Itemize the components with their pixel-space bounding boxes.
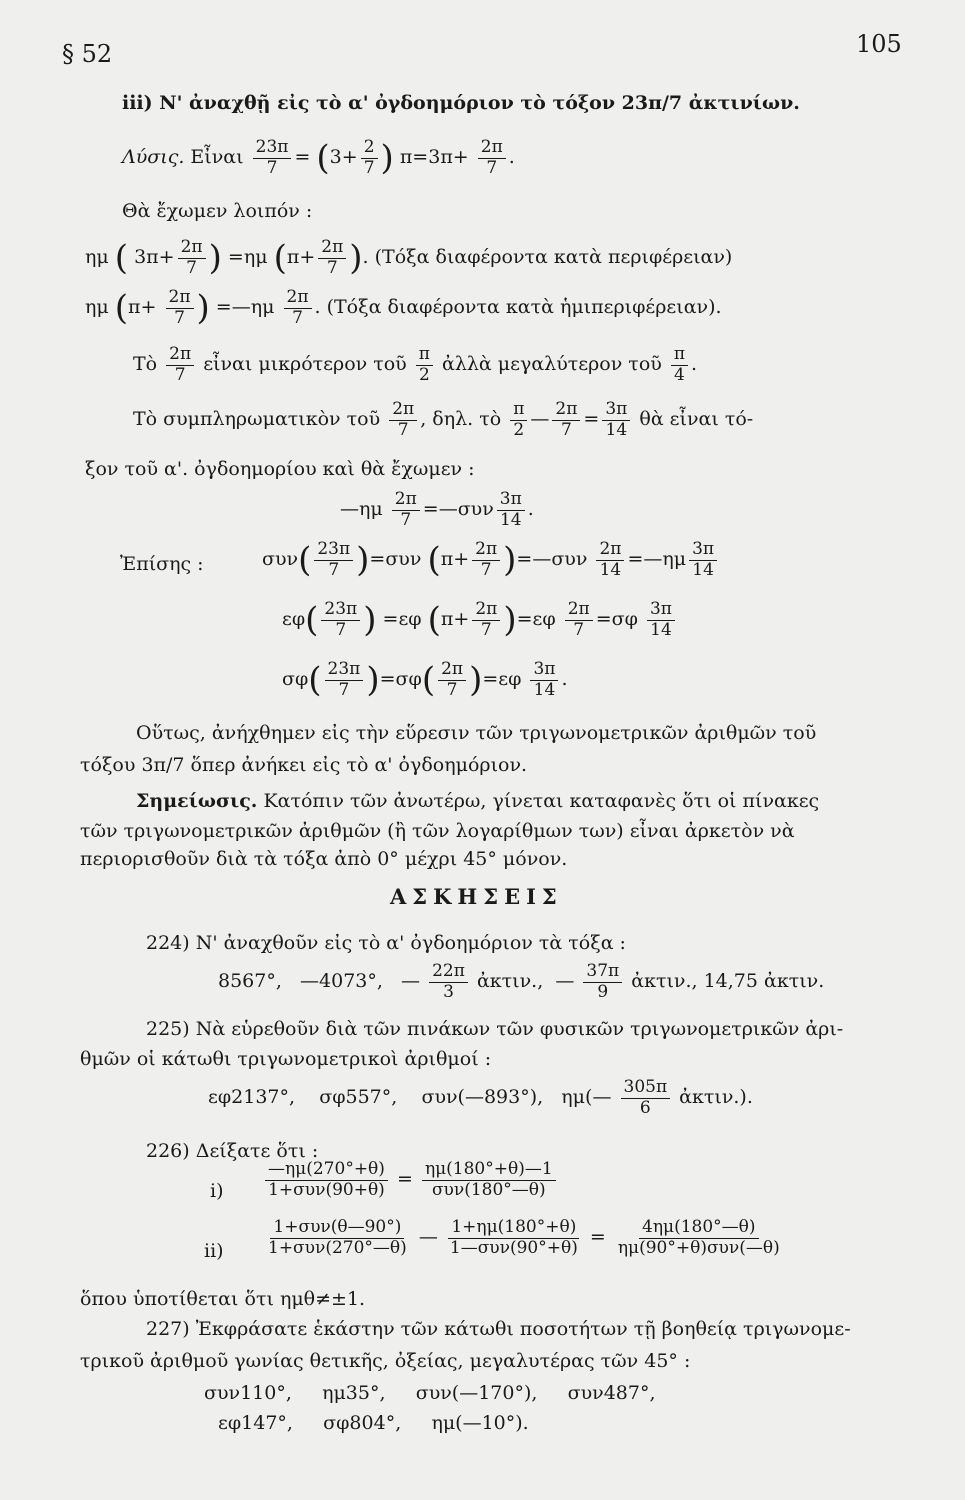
comparison-line: Τὸ $\frac{2\pi}{7}$ εἶναι μικρότερον τοῦ $\frac{\pi}{2}$ ἀλλὰ μεγαλύτερον τοῦ $\frac{\pi}{4}$ . xyxy=(133,344,698,385)
exercise-225-line2: θμῶν οἱ κάτωθι τριγωνομετρικοὶ ἀριθμοί : xyxy=(80,1048,492,1070)
conclusion-line-2: τόξου 3π/7 ὅπερ ἀνήκει εἰς τὸ α' ὀγδοημόριον. xyxy=(80,754,528,776)
page-number: 105 xyxy=(856,30,902,58)
exercise-226-ii: 1+συν(θ—90°) 1+συν(270°—θ) — 1+ημ(180°+θ) 1—συν(90°+θ) = 4ημ(180°—θ) ημ(90°+θ)συν(—θ) xyxy=(268,1217,780,1258)
problem-title: iii) Ν' ἀναχθῇ εἰς τὸ α' ὀγδοημόριον τὸ τόξον 23π/7 ἀκτινίων. xyxy=(122,92,800,114)
then-line: Θὰ ἔχωμεν λοιπόν : xyxy=(122,200,313,222)
conclusion-line-1: Οὕτως, ἀνήχθημεν εἰς τὴν εὕρεσιν τῶν τριγωνομετρικῶν ἀριθμῶν τοῦ xyxy=(136,722,817,744)
equation-3: —ημ $\frac{2\pi}{7}$ =—συν $\frac{3\pi}{14}$ . xyxy=(340,489,534,530)
exercises-heading: ΑΣΚΗΣΕΙΣ xyxy=(390,884,563,909)
exercise-226-ii-label: ii) xyxy=(204,1240,224,1262)
note-line-3: περιορισθοῦν διὰ τὰ τόξα ἀπὸ 0° μέχρι 45° μόνον. xyxy=(80,848,568,870)
exercise-226-i-label: i) xyxy=(210,1180,224,1202)
solution-line: Λύσις. Εἶναι $\frac{23\pi}{7}$ = (3+ $\frac{2}{7}$ ) π=3π+ $\frac{2\pi}{7}$ . xyxy=(122,137,515,179)
complement-line: Τὸ συμπληρωματικὸν τοῦ $\frac{2\pi}{7}$ , δηλ. τὸ $\frac{\pi}{2}$ — $\frac{2\pi}{7}$ = $\frac{3\pi}{14}$ θὰ εἶναι τό- xyxy=(133,399,754,440)
exercise-225: 225) Νὰ εὑρεθοῦν διὰ τῶν πινάκων τῶν φυσικῶν τριγωνομετρικῶν ἀρι- xyxy=(146,1018,844,1040)
also-label: Ἐπίσης : xyxy=(120,553,204,575)
exercise-227-line2: τρικοῦ ἀριθμοῦ γωνίας θετικῆς, ὀξείας, μεγαλυτέρας τῶν 45° : xyxy=(80,1350,691,1372)
equation-cos: συν( $\frac{23\pi}{7}$ )=συν (π+ $\frac{2\pi}{7}$ )=—συν $\frac{2\pi}{14}$ =—ημ $\frac{3\pi}{14}$ xyxy=(262,540,720,580)
exercise-226-i: —ημ(270°+θ) 1+συν(90+θ) = ημ(180°+θ)—1 συν(180°—θ) xyxy=(262,1160,559,1200)
exercise-224: 224) Ν' ἀναχθοῦν εἰς τὸ α' ὀγδοημόριον τὰ τόξα : xyxy=(146,932,626,954)
exercise-226-where: ὅπου ὑποτίθεται ὅτι ημθ≠±1. xyxy=(80,1288,366,1310)
equation-cot: σφ( $\frac{23\pi}{7}$ )=σφ( $\frac{2\pi}{7}$ )=εφ $\frac{3\pi}{14}$ . xyxy=(282,659,568,701)
exercise-227-row2: εφ147°, σφ804°, ημ(—10°). xyxy=(218,1412,529,1434)
exercise-224-values: 8567°, —4073°, — $\frac{22\pi}{3}$ ἀκτιν., — $\frac{37\pi}{9}$ ἀκτιν., 14,75 ἀκτιν. xyxy=(218,961,825,1002)
exercise-227-row1: συν110°, ημ35°, συν(—170°), συν487°, xyxy=(204,1382,656,1404)
exercise-226: 226) Δείξατε ὅτι : xyxy=(146,1140,319,1162)
continuation-line: ξον τοῦ α'. ὀγδοημορίου καὶ θὰ ἔχωμεν : xyxy=(85,458,475,480)
note-line-1: Σημείωσις. Κατόπιν τῶν ἀνωτέρω, γίνεται καταφανὲς ὅτι οἱ πίνακες xyxy=(136,790,820,812)
exercise-225-values: εφ2137°, σφ557°, συν(—893°), ημ(— $\frac{305\pi}{6}$ ἀκτιν.). xyxy=(208,1077,753,1118)
section-number: § 52 xyxy=(62,40,113,68)
equation-1: ημ ( 3π+ $\frac{2\pi}{7}$ ) =ημ (π+ $\frac{2\pi}{7}$ ). (Τόξα διαφέροντα κατὰ περιφέρειαν) xyxy=(85,237,733,279)
note-line-2: τῶν τριγωνομετρικῶν ἀριθμῶν (ἢ τῶν λογαρίθμων των) εἶναι ἀρκετὸν νὰ xyxy=(80,820,795,842)
equation-2: ημ (π+ $\frac{2\pi}{7}$ ) =—ημ $\frac{2\pi}{7}$ . (Τόξα διαφέροντα κατὰ ἡμιπεριφέρειαν). xyxy=(85,287,722,329)
equation-tan: εφ( $\frac{23\pi}{7}$ ) =εφ (π+ $\frac{2\pi}{7}$ )=εφ $\frac{2\pi}{7}$ =σφ $\frac{3\pi}{14}$ xyxy=(282,600,678,640)
exercise-227: 227) Ἐκφράσατε ἑκάστην τῶν κάτωθι ποσοτήτων τῇ βοηθείᾳ τριγωνομε- xyxy=(146,1318,851,1340)
